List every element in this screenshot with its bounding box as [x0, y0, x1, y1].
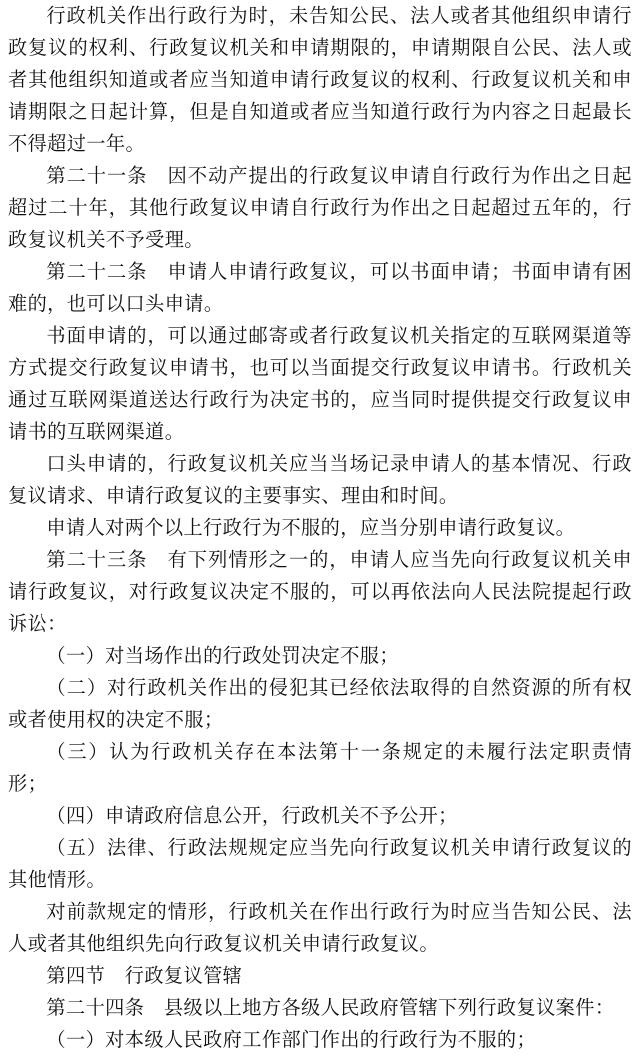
paragraph-written-application: 书面申请的，可以通过邮寄或者行政复议机关指定的互联网渠道等方式提交行政复议申请书，也可以当面提交行政复议申请书。行政机关通过互联网渠道送达行政行为决定书的，应当同时提供提交行政复议申请书的互联网渠道。: [8, 324, 632, 443]
list-item-2: （二）对行政机关作出的侵犯其已经依法取得的自然资源的所有权或者使用权的决定不服；: [8, 676, 632, 731]
list-item-article-24-1: （一）对本级人民政府工作部门作出的行政行为不服的；: [46, 1028, 537, 1051]
list-item-5: （五）法律、行政法规规定应当先向行政复议机关申请行政复议的其他情形。: [8, 836, 632, 891]
article-21: 第二十一条 因不动产提出的行政复议申请自行政行为作出之日起超过二十年，其他行政复议申请自行政行为作出之日起超过五年的，行政复议机关不予受理。: [8, 164, 632, 251]
article-22: 第二十二条 申请人申请行政复议，可以书面申请；书面申请有困难的，也可以口头申请。: [8, 260, 632, 315]
list-item-3: （三）认为行政机关存在本法第十一条规定的未履行法定职责情形；: [8, 740, 632, 795]
paragraph-multiple-acts: 申请人对两个以上行政行为不服的，应当分别申请行政复议。: [46, 516, 576, 539]
paragraph-notify-obligation: 对前款规定的情形，行政机关在作出行政行为时应当告知公民、法人或者其他组织先向行政复议机关申请行政复议。: [8, 900, 632, 955]
paragraph-oral-application: 口头申请的，行政复议机关应当当场记录申请人的基本情况、行政复议请求、申请行政复议的主要事实、理由和时间。: [8, 452, 632, 507]
article-23: 第二十三条 有下列情形之一的，申请人应当先向行政复议机关申请行政复议，对行政复议决定不服的，可以再依法向人民法院提起行政诉讼：: [8, 548, 632, 635]
section-heading: 第四节 行政复议管辖: [46, 964, 243, 987]
list-item-4: （四）申请政府信息公开，行政机关不予公开；: [46, 804, 458, 827]
article-24: 第二十四条 县级以上地方各级人民政府管辖下列行政复议案件：: [46, 996, 615, 1019]
list-item-1: （一）对当场作出的行政处罚决定不服；: [46, 644, 399, 667]
paragraph-notice-deadline: 行政机关作出行政行为时，未告知公民、法人或者其他组织申请行政复议的权利、行政复议机关和申请期限的，申请期限自公民、法人或者其他组织知道或者应当知道申请行政复议的权利、行政复议机关和申请期限之日起计算，但是自知道或者应当知道行政行为内容之日起最长不得超过一年。: [8, 4, 632, 155]
